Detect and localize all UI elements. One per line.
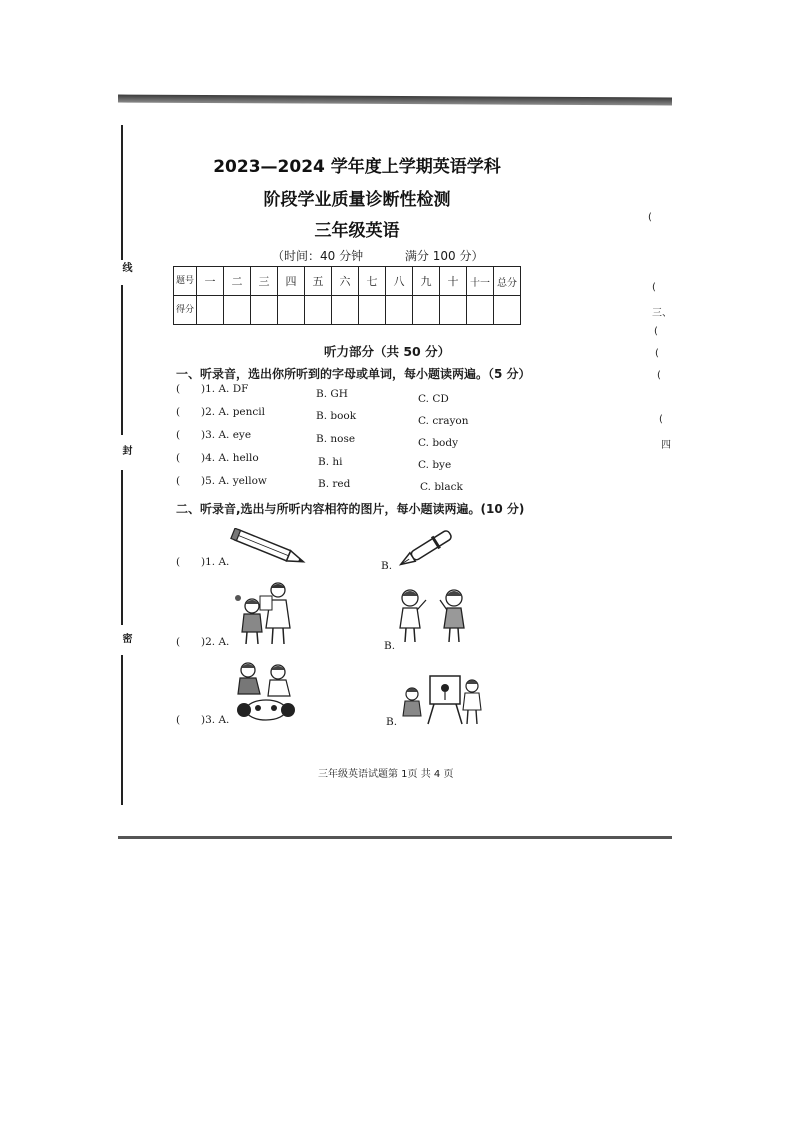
section2-title: 二、听录音,选出与所听内容相符的图片，每小题读两遍。(10 分): [176, 502, 525, 516]
score-cell[interactable]: [251, 296, 278, 325]
kids-drawing-panda-picture: [230, 658, 302, 724]
pencil-picture: [228, 528, 308, 568]
cutoff-text: (: [659, 414, 663, 425]
score-cell[interactable]: [224, 296, 251, 325]
section2-item: ( )1. A.: [176, 556, 230, 568]
cutoff-text: (: [657, 370, 661, 381]
binding-label-xian: 线: [120, 262, 131, 272]
listening-part-title: 听力部分（共 50 分）: [324, 344, 451, 359]
cutoff-text: (: [655, 348, 659, 359]
score-cell[interactable]: [332, 296, 359, 325]
score-table-col: 七: [359, 267, 386, 296]
item-option-b: B.: [386, 716, 398, 728]
item-option-b: B. hi: [318, 456, 343, 468]
binding-line: [121, 655, 123, 805]
item-option-c: C. bye: [418, 459, 452, 471]
score-table-score-row: [174, 296, 521, 325]
kids-painting-easel-picture: [400, 672, 484, 726]
score-table-col: 十一: [467, 267, 494, 296]
score-cell[interactable]: [440, 296, 467, 325]
score-table-header-row: [174, 267, 521, 296]
score-table-row-label: 得分: [174, 296, 197, 325]
score-table-col: 十: [440, 267, 467, 296]
item-option-b: B. book: [316, 410, 357, 422]
exam-title-line1: 2023—2024 学年度上学期英语学科: [213, 157, 501, 177]
page-footer: 三年级英语试题第 1页 共 4 页: [318, 769, 454, 780]
item-option-a: )3. A.: [201, 714, 230, 726]
score-cell[interactable]: [467, 296, 494, 325]
section1-item: ( )2. A. pencil: [176, 406, 266, 418]
item-option-b: B.: [384, 640, 396, 652]
section1-title: 一、听录音，选出你所听到的字母或单词，每小题读两遍。（5 分）: [176, 367, 531, 381]
binding-label-mi: 密: [120, 633, 131, 643]
teacher-student-picture: [230, 578, 296, 648]
item-option-a: )4. A. hello: [201, 452, 259, 464]
item-option-a: )2. A.: [201, 636, 230, 648]
section2-item: ( )3. A.: [176, 714, 230, 726]
exam-title-line2: 阶段学业质量诊断性检测: [263, 190, 451, 210]
score-cell[interactable]: [359, 296, 386, 325]
item-option-c: C. crayon: [418, 415, 469, 427]
binding-line: [121, 470, 123, 625]
score-table-row-label: 题号: [174, 267, 197, 296]
cutoff-text: 四: [661, 440, 671, 451]
item-option-b: B. red: [318, 478, 351, 490]
item-option-a: )1. A.: [201, 556, 230, 568]
score-table-col: 总分: [494, 267, 521, 296]
score-table-col: 二: [224, 267, 251, 296]
item-option-a: )2. A. pencil: [201, 406, 266, 418]
section1-item: ( )4. A. hello: [176, 452, 259, 464]
item-option-b: B.: [381, 560, 393, 572]
score-cell[interactable]: [197, 296, 224, 325]
cutoff-text: (: [652, 282, 656, 293]
cutoff-text: (: [654, 326, 658, 337]
exam-title-line3: 三年级英语: [314, 221, 400, 241]
binding-label-feng: 封: [120, 445, 131, 455]
item-option-b: B. GH: [316, 388, 348, 400]
pen-picture: [392, 526, 462, 570]
score-table-col: 九: [413, 267, 440, 296]
section1-item: ( )5. A. yellow: [176, 475, 267, 487]
item-option-c: C. black: [420, 481, 463, 493]
score-cell[interactable]: [278, 296, 305, 325]
item-option-a: )1. A. DF: [201, 383, 249, 395]
section1-item: ( )1. A. DF: [176, 383, 249, 395]
score-table-col: 四: [278, 267, 305, 296]
scan-edge-bottom: [118, 836, 672, 839]
scan-shadow-top: [118, 95, 672, 106]
score-cell[interactable]: [305, 296, 332, 325]
score-table-col: 八: [386, 267, 413, 296]
item-option-b: B. nose: [316, 433, 356, 445]
score-cell[interactable]: [494, 296, 521, 325]
item-option-c: C. CD: [418, 393, 449, 405]
exam-full-score: 满分 100 分）: [404, 249, 484, 263]
binding-line: [121, 285, 123, 435]
item-option-a: )3. A. eye: [201, 429, 252, 441]
score-table-col: 三: [251, 267, 278, 296]
item-option-a: )5. A. yellow: [201, 475, 267, 487]
score-cell[interactable]: [386, 296, 413, 325]
score-table: [173, 266, 521, 325]
cutoff-text: 三、: [652, 308, 672, 319]
cutoff-text: (: [648, 212, 652, 223]
section1-item: ( )3. A. eye: [176, 429, 252, 441]
score-table-col: 五: [305, 267, 332, 296]
exam-meta: [272, 247, 521, 264]
item-option-c: C. body: [418, 437, 459, 449]
score-table-col: 六: [332, 267, 359, 296]
children-greeting-picture: [392, 586, 476, 644]
section2-item: ( )2. A.: [176, 636, 230, 648]
score-cell[interactable]: [413, 296, 440, 325]
score-table-col: 一: [197, 267, 224, 296]
exam-time: （时间：40 分钟: [272, 249, 364, 263]
